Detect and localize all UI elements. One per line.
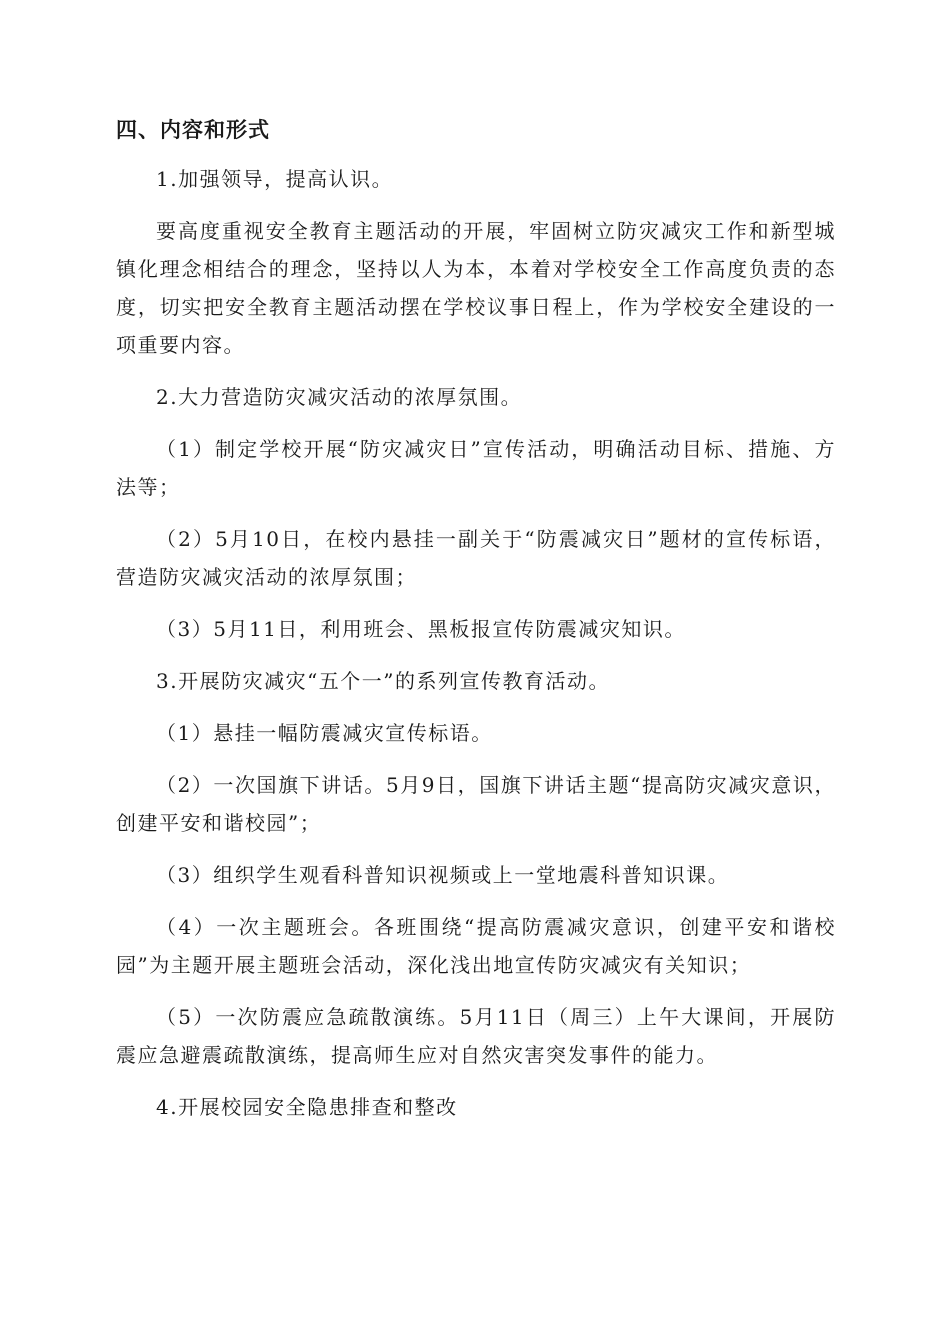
paragraph-item-3-2: （2）一次国旗下讲话。5月9日，国旗下讲话主题“提高防灾减灾意识，创建平安和谐校园”； xyxy=(116,773,836,835)
paragraph-item-2-3: （3）5月11日，利用班会、黑板报宣传防震减灾知识。 xyxy=(156,617,686,641)
paragraph-item-3-3: （3）组织学生观看科普知识视频或上一堂地震科普知识课。 xyxy=(156,863,730,887)
paragraph-leadership-detail: 要高度重视安全教育主题活动的开展，牢固树立防灾减灾工作和新型城镇化理念相结合的理念，坚持以人为本，本着对学校安全工作高度负责的态度，切实把安全教育主题活动摆在学校议事日程上，作为学校安全建设的一项重要内容。 xyxy=(116,219,836,357)
paragraph-item-2-1: （1）制定学校开展“防灾减灾日”宣传活动，明确活动目标、措施、方法等； xyxy=(116,437,836,499)
paragraph-item-4: 4.开展校园安全隐患排查和整改 xyxy=(156,1095,458,1119)
paragraph-item-2-2: （2）5月10日，在校内悬挂一副关于“防震减灾日”题材的宣传标语，营造防灾减灾活动的浓厚氛围； xyxy=(116,527,836,589)
paragraph-item-1: 1.加强领导，提高认识。 xyxy=(156,167,394,191)
paragraph-item-3: 3.开展防灾减灾“五个一”的系列宣传教育活动。 xyxy=(156,669,611,693)
paragraph-item-2: 2.大力营造防灾减灾活动的浓厚氛围。 xyxy=(156,385,523,409)
paragraph-item-3-5: （5）一次防震应急疏散演练。5月11日（周三）上午大课间，开展防震应急避震疏散演练，提高师生应对自然灾害突发事件的能力。 xyxy=(116,1005,836,1067)
document-body xyxy=(116,108,836,1140)
paragraph-item-3-1: （1）悬挂一幅防震减灾宣传标语。 xyxy=(156,721,493,745)
paragraph-item-3-4: （4）一次主题班会。各班围绕“提高防震减灾意识，创建平安和谐校园”为主题开展主题班会活动，深化浅出地宣传防灾减灾有关知识； xyxy=(116,915,836,977)
section-heading: 四、内容和形式 xyxy=(116,118,270,142)
